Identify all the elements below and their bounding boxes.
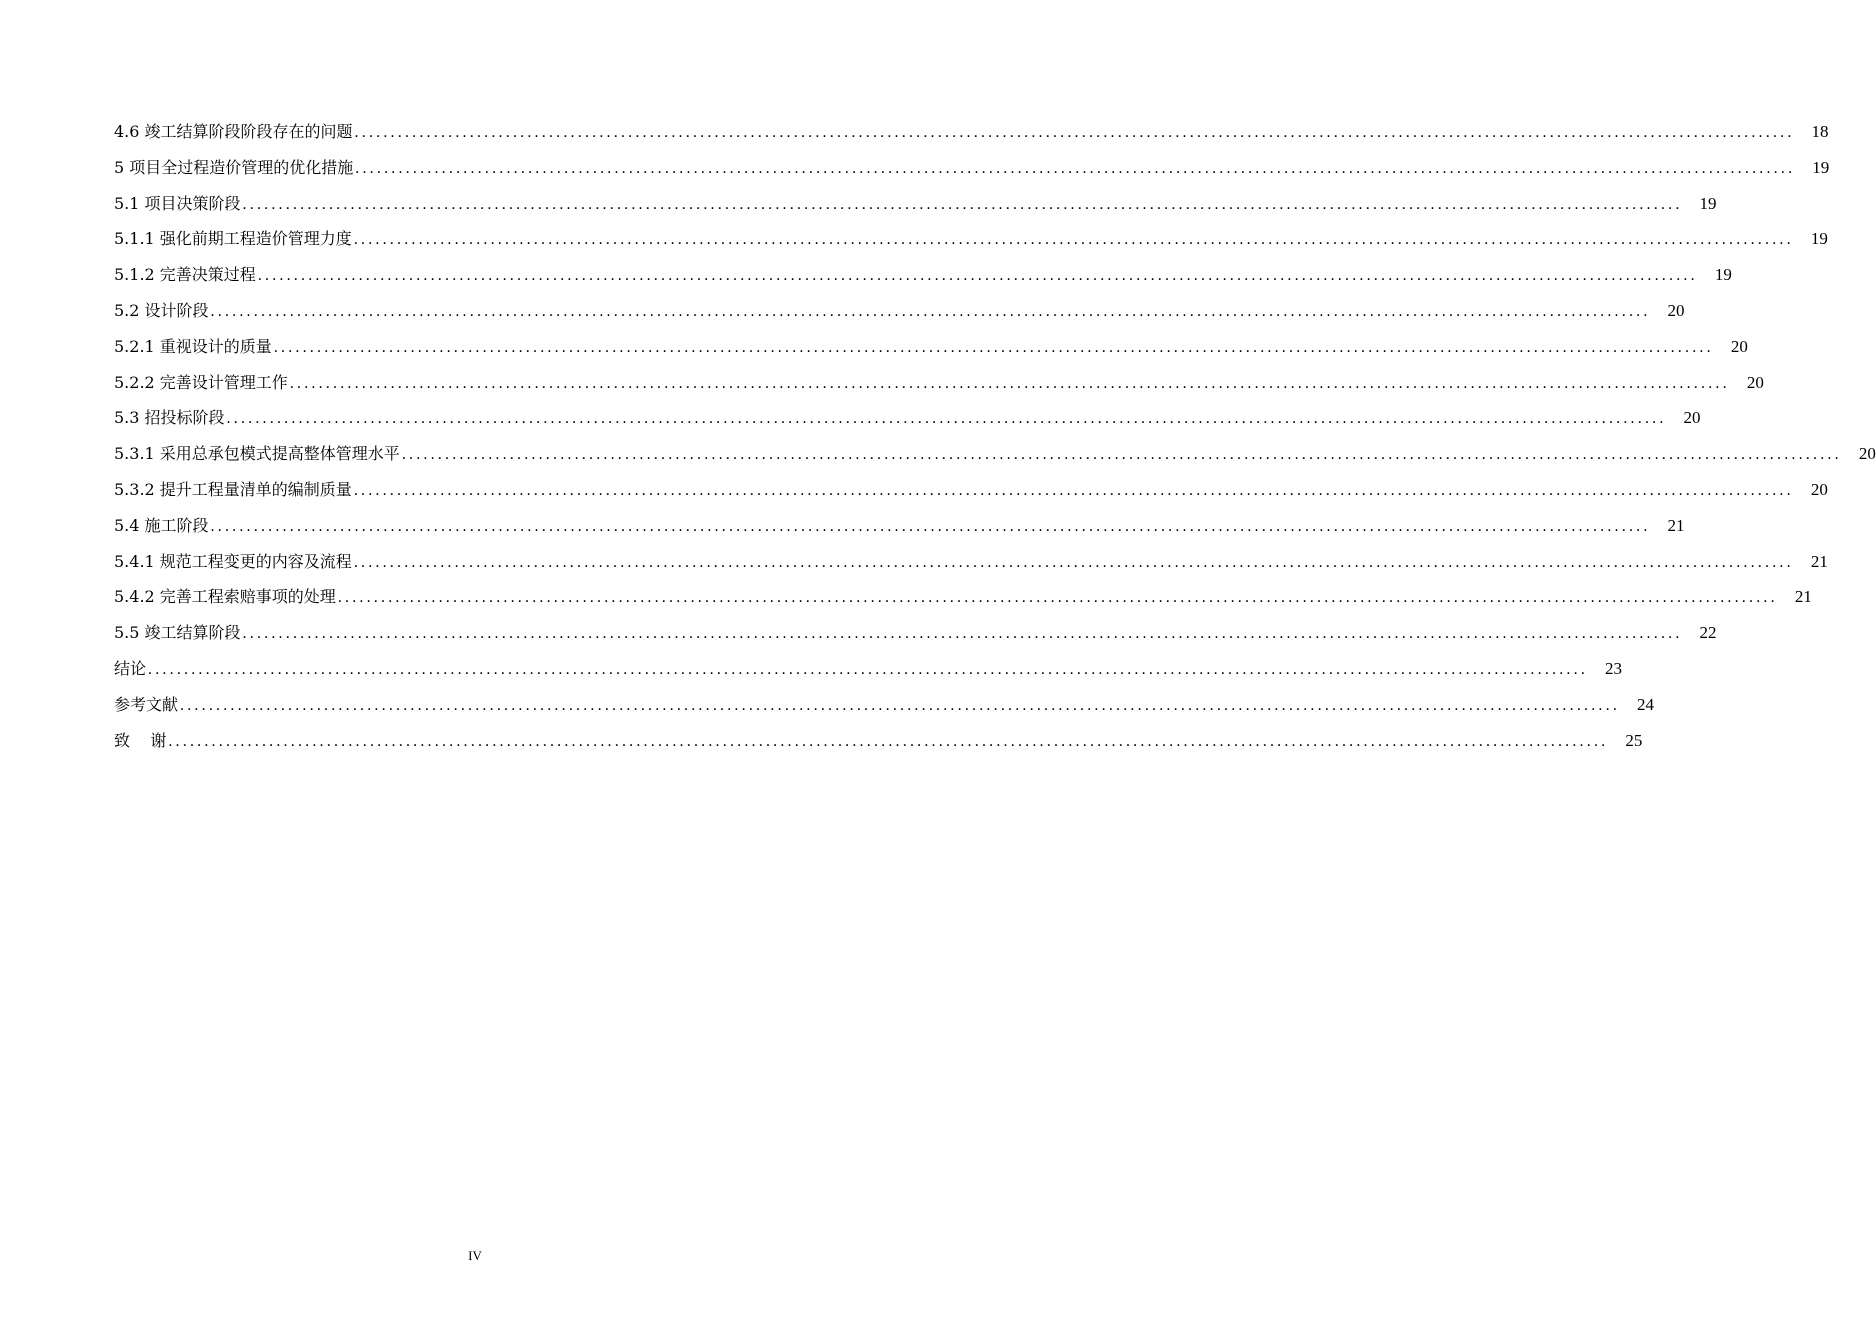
toc-leader-dots: ........................................................................................................................................................................................................: [353, 553, 1794, 571]
toc-entry-page: 18: [1811, 122, 1829, 141]
toc-entry[interactable]: [114, 293, 1685, 329]
toc-leader-dots: ........................................................................................................................................................................................................: [337, 589, 1778, 607]
toc-entry-label: 结论: [114, 658, 147, 678]
toc-entry[interactable]: [114, 329, 1748, 365]
toc-leader-dots: ........................................................................................................................................................................................................: [401, 446, 1842, 464]
toc-entry-label: 参考文献: [114, 694, 179, 714]
toc-leader-dots: ........................................................................................................................................................................................................: [353, 231, 1794, 249]
toc-leader-dots: ........................................................................................................................................................................................................: [226, 410, 1667, 428]
toc-entry-page: 21: [1810, 551, 1828, 571]
page-number: IV: [468, 1248, 482, 1263]
toc-entry[interactable]: [114, 579, 1812, 615]
toc-entry[interactable]: [114, 150, 1830, 186]
toc-leader-dots: ........................................................................................................................................................................................................: [353, 481, 1794, 499]
toc-entry-page: 19: [1714, 265, 1732, 285]
toc-entry-label: 5.4.1 规范工程变更的内容及流程: [114, 551, 352, 571]
toc-entry[interactable]: [114, 544, 1828, 580]
toc-entry-page: 20: [1683, 408, 1701, 428]
toc-entry-label: 5.2 设计阶段: [114, 300, 209, 320]
toc-entry-label: 5.4.2 完善工程索赔事项的处理: [114, 587, 336, 607]
toc-leader-dots: ........................................................................................................................................................................................................: [242, 625, 1683, 643]
toc-entry-page: 20: [1667, 300, 1685, 320]
toc-entry-page: 21: [1794, 587, 1812, 607]
toc-entry-label: 5.5 竣工结算阶段: [114, 623, 241, 643]
toc-entry-label: 4.6 竣工结算阶段阶段存在的问题: [114, 122, 353, 141]
toc-entry-label: 5.3.2 提升工程量清单的编制质量: [114, 479, 352, 499]
toc-entry[interactable]: [114, 436, 1876, 472]
toc-leader-dots: ........................................................................................................................................................................................................: [168, 732, 1609, 750]
table-of-contents: [114, 114, 1876, 758]
toc-entry[interactable]: [114, 615, 1717, 651]
toc-entry-label: 5.2.1 重视设计的质量: [114, 336, 272, 356]
toc-entry[interactable]: [114, 687, 1655, 723]
toc-entry-label: 5.1.2 完善决策过程: [114, 265, 256, 285]
toc-entry-label: 5 项目全过程造价管理的优化措施: [114, 157, 354, 177]
toc-leader-dots: ........................................................................................................................................................................................................: [210, 517, 1651, 535]
toc-entry[interactable]: [114, 186, 1717, 222]
toc-entry-page: 21: [1667, 515, 1685, 535]
toc-entry-page: 19: [1810, 229, 1828, 249]
toc-entry-label: 5.2.2 完善设计管理工作: [114, 372, 288, 392]
toc-leader-dots: ........................................................................................................................................................................................................: [355, 159, 1796, 177]
toc-entry[interactable]: [114, 365, 1764, 401]
toc-entry-label: 5.1.1 强化前期工程造价管理力度: [114, 229, 352, 249]
toc-entry[interactable]: [114, 723, 1643, 759]
toc-entry-label: 致 谢: [114, 730, 167, 750]
toc-entry[interactable]: [114, 114, 1829, 150]
toc-entry-label: 5.4 施工阶段: [114, 515, 209, 535]
toc-entry[interactable]: [114, 472, 1828, 508]
toc-entry-label: 5.1 项目决策阶段: [114, 193, 241, 213]
toc-entry[interactable]: [114, 221, 1828, 257]
toc-entry-page: 20: [1858, 444, 1876, 464]
toc-leader-dots: ........................................................................................................................................................................................................: [273, 338, 1714, 356]
toc-leader-dots: ........................................................................................................................................................................................................: [257, 267, 1698, 285]
toc-entry-page: 20: [1746, 372, 1764, 392]
toc-leader-dots: ........................................................................................................................................................................................................: [180, 696, 1621, 714]
toc-entry-page: 19: [1812, 157, 1830, 177]
toc-entry[interactable]: [114, 400, 1701, 436]
toc-entry-label: 5.3 招投标阶段: [114, 408, 225, 428]
toc-leader-dots: ........................................................................................................................................................................................................: [289, 374, 1730, 392]
toc-entry-page: 25: [1625, 730, 1643, 750]
toc-entry[interactable]: [114, 257, 1732, 293]
toc-leader-dots: ........................................................................................................................................................................................................: [242, 195, 1683, 213]
toc-leader-dots: ........................................................................................................................................................................................................: [210, 302, 1651, 320]
toc-entry-page: 22: [1699, 623, 1717, 643]
toc-entry-label: 5.3.1 采用总承包模式提高整体管理水平: [114, 444, 400, 464]
toc-entry[interactable]: [114, 508, 1685, 544]
toc-leader-dots: ........................................................................................................................................................................................................: [148, 660, 1589, 678]
toc-entry-page: 23: [1605, 658, 1623, 678]
toc-entry[interactable]: [114, 651, 1623, 687]
toc-leader-dots: ........................................................................................................................................................................................................: [354, 124, 1795, 141]
toc-entry-page: 20: [1810, 479, 1828, 499]
toc-entry-page: 20: [1730, 336, 1748, 356]
toc-entry-page: 24: [1637, 694, 1655, 714]
toc-entry-page: 19: [1699, 193, 1717, 213]
